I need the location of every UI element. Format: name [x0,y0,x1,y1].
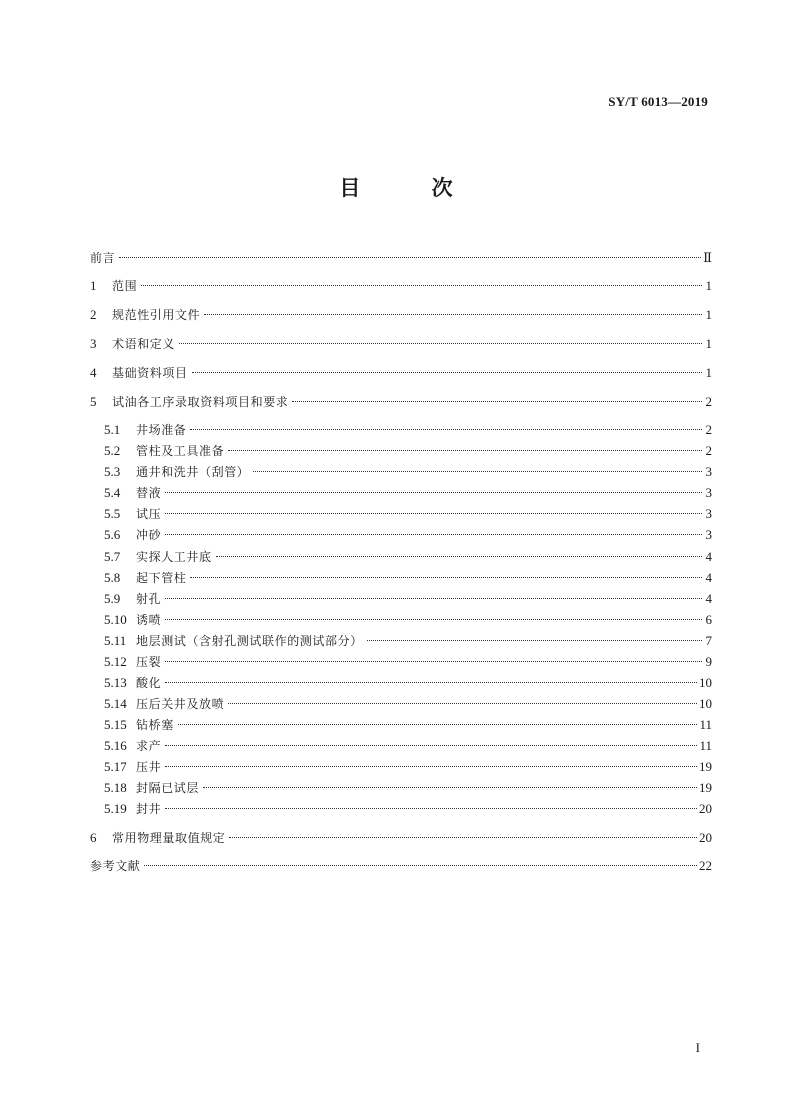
toc-entry-title: 封隔已试层 [136,781,200,795]
standard-code: SY/T 6013—2019 [608,94,708,109]
toc-leader [165,513,702,514]
toc-entry-title: 酸化 [136,676,162,690]
toc-entry-5-11[interactable] [104,631,712,651]
toc-entry-title: 基础资料项目 [112,366,188,380]
toc-entry-title: 通井和洗井（刮管） [136,465,250,479]
toc-entry-page: Ⅱ [703,250,712,265]
toc-entry-number: 5.6 [104,527,121,542]
toc-entry-title: 前言 [90,251,116,265]
toc-entry-5-7[interactable] [104,547,712,567]
toc-entry-page: 3 [705,485,712,500]
toc-entry-title: 范围 [112,279,138,293]
toc-entry-number: 5.3 [104,464,121,479]
toc-entry-4[interactable] [90,363,712,383]
toc-entry-5-18[interactable] [104,778,712,798]
toc-leader [178,724,698,725]
toc-entry-page: 22 [699,858,712,873]
toc-entry-number: 5.4 [104,485,121,500]
toc-leader [228,703,697,704]
toc-leader [165,661,702,662]
toc-entry-title: 地层测试（含射孔测试联作的测试部分） [136,634,363,648]
toc-entry-page: 6 [705,612,712,627]
toc-entry-page: 1 [705,336,712,351]
toc-entry-number: 5.9 [104,591,121,606]
toc-leader [141,285,702,286]
toc-entry-title: 求产 [136,739,162,753]
toc-entry-number: 5.10 [104,612,127,627]
toc-entry-page: 1 [705,307,712,322]
toc-entry-number: 5.18 [104,780,127,795]
toc-leader [165,808,697,809]
page-title: 目 次 [339,176,485,200]
toc-entry-title: 压井 [136,760,162,774]
toc-entry-5-15[interactable] [104,715,712,735]
toc-entry-title: 诱喷 [136,613,162,627]
toc-leader [165,745,697,746]
toc-entry-title: 压后关井及放喷 [136,697,225,711]
toc-entry-title: 射孔 [136,592,162,606]
toc-leader [216,556,702,557]
toc-leader [190,429,702,430]
toc-entry-number: 1 [90,278,97,293]
toc-entry-page: 19 [699,780,712,795]
toc-entry-page: 4 [705,570,712,585]
toc-entry-page: 7 [705,633,712,648]
toc-leader [228,450,702,451]
toc-entry-page: 1 [705,365,712,380]
toc-entry-number: 5.13 [104,675,127,690]
toc-entry-title: 实探人工井底 [136,550,212,564]
toc-entry-5-19[interactable] [104,799,712,819]
toc-entry-number: 5.14 [104,696,127,711]
toc-entry-page: 19 [699,759,712,774]
toc-entry-number: 5.19 [104,801,127,816]
toc-leader [292,401,702,402]
toc-entry-title: 钻桥塞 [136,718,174,732]
toc-entry-title: 参考文献 [90,859,141,873]
toc-entry-5-3[interactable] [104,462,712,482]
toc-leader [165,534,702,535]
toc-entry-page: 4 [705,549,712,564]
toc-entry-number: 3 [90,336,97,351]
toc-leader [367,640,702,641]
toc-entry-page: 2 [705,443,712,458]
toc-leader [190,577,702,578]
toc-entry-5-14[interactable] [104,694,712,714]
toc-leader [229,837,697,838]
toc-entry-page: 2 [705,422,712,437]
toc-entry-number: 5.7 [104,549,121,564]
toc-leader [165,492,702,493]
toc-entry-number: 5.1 [104,422,121,437]
toc-entry-3[interactable] [90,334,712,354]
toc-entry-6[interactable] [90,828,712,848]
page-number: I [695,1040,700,1055]
toc-entry-page: 1 [705,278,712,293]
toc-entry-5-10[interactable] [104,610,712,630]
toc-entry-5-16[interactable] [104,736,712,756]
toc-entry-title: 管柱及工具准备 [136,444,225,458]
toc-entry-number: 5.15 [104,717,127,732]
toc-leader [165,619,702,620]
toc-entry-page: 11 [699,717,712,732]
toc-entry-title: 试压 [136,507,162,521]
toc-entry-title: 替液 [136,486,162,500]
toc-entry-number: 5.5 [104,506,121,521]
toc-entry-title: 冲砂 [136,528,162,542]
toc-leader [165,598,702,599]
toc-entry-page: 3 [705,464,712,479]
toc-entry-5-12[interactable] [104,652,712,672]
toc-entry-number: 6 [90,830,97,845]
toc-entry-page: 3 [705,506,712,521]
toc-leader [179,343,702,344]
toc-entry-page: 20 [699,830,712,845]
toc-entry-5-9[interactable] [104,589,712,609]
toc-entry-5-2[interactable] [104,441,712,461]
toc-entry-page: 20 [699,801,712,816]
toc-entry-number: 2 [90,307,97,322]
toc-entry-5-8[interactable] [104,568,712,588]
toc-entry-number: 5.2 [104,443,121,458]
toc-entry-title: 井场准备 [136,423,187,437]
toc-entry-5[interactable] [90,392,712,412]
toc-entry-title: 试油各工序录取资料项目和要求 [112,395,289,409]
toc-entry-title: 封井 [136,802,162,816]
toc-entry-5-17[interactable] [104,757,712,777]
toc-leader [203,787,697,788]
toc-entry-1[interactable] [90,276,712,296]
toc-leader [253,471,702,472]
toc-leader [165,766,697,767]
toc-entry-5-13[interactable] [104,673,712,693]
toc-entry-title: 规范性引用文件 [112,308,201,322]
toc-entry-2[interactable] [90,305,712,325]
toc-entry-references[interactable] [90,856,712,876]
toc-entry-page: 9 [705,654,712,669]
toc-entry-number: 4 [90,365,97,380]
toc-entry-foreword[interactable] [90,248,712,268]
toc-entry-page: 2 [705,394,712,409]
toc-leader [144,865,697,866]
toc-entry-title: 起下管柱 [136,571,187,585]
toc-leader [204,314,702,315]
toc-entry-page: 11 [699,738,712,753]
toc-entry-title: 常用物理量取值规定 [112,831,226,845]
toc-entry-page: 10 [699,696,712,711]
toc-entry-5-6[interactable] [104,525,712,545]
toc-entry-number: 5.12 [104,654,127,669]
toc-entry-number: 5.11 [104,633,127,648]
toc-leader [119,257,701,258]
toc-leader [192,372,702,373]
toc-entry-number: 5.16 [104,738,127,753]
toc-entry-page: 4 [705,591,712,606]
toc-entry-number: 5.17 [104,759,127,774]
toc-entry-5-4[interactable] [104,483,712,503]
toc-leader [165,682,697,683]
toc-entry-page: 3 [705,527,712,542]
toc-entry-title: 压裂 [136,655,162,669]
toc-entry-5-5[interactable] [104,504,712,524]
toc-entry-page: 10 [699,675,712,690]
toc-entry-5-1[interactable] [104,420,712,440]
toc-entry-title: 术语和定义 [112,337,176,351]
toc-entry-number: 5.8 [104,570,121,585]
toc-entry-number: 5 [90,394,97,409]
